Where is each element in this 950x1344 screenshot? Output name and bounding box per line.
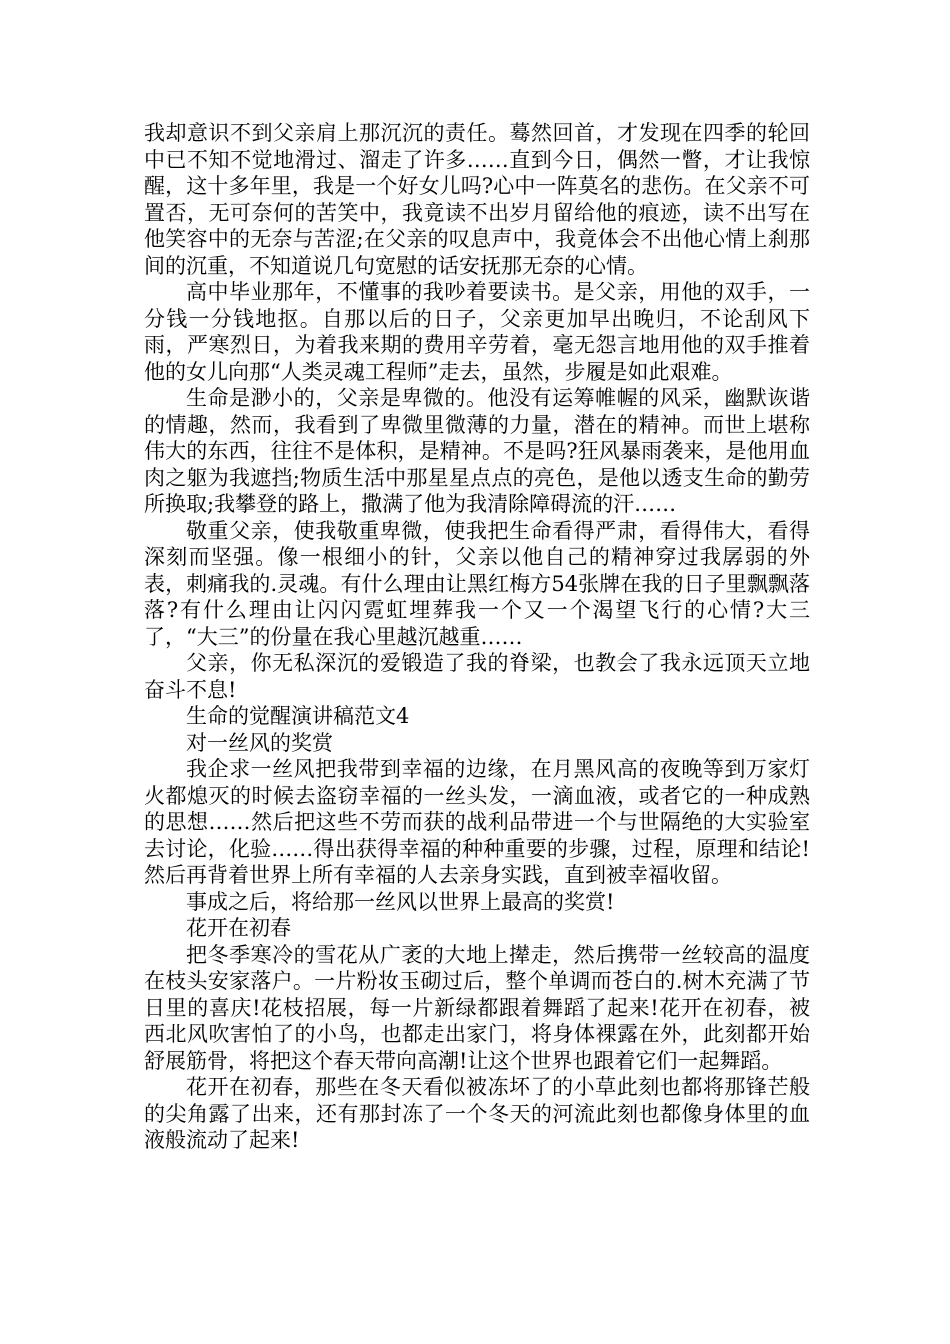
paragraph-9: 花开在初春，那些在冬天看似被冻坏了的小草此刻也都将那锋芒般的尖角露了出来，还有那封冻了一个冬天的河流此刻也都像身体里的血液般流动了起来! bbox=[144, 1075, 810, 1152]
paragraph-5: 父亲，你无私深沉的爱锻造了我的脊梁，也教会了我永远顶天立地奋斗不息! bbox=[144, 651, 810, 702]
subheading-spring-flowers: 花开在初春 bbox=[186, 916, 291, 940]
paragraph-3: 生命是渺小的，父亲是卑微的。他没有运筹帷幄的风采，幽默诙谐的情趣，然而，我看到了卑微里微薄的力量，潜在的精神。而世上堪称伟大的东西，往往不是体积，是精神。不是吗?狂风暴雨袭来，是他用血肉之躯为我遮挡;物质生活中那星星点点的亮色，是他以透支生命的勤劳所换取;我攀登的路上，撒满了他为我清除障碍流的汗…… bbox=[144, 386, 810, 516]
paragraph-6: 我企求一丝风把我带到幸福的边缘，在月黑风高的夜晚等到万家灯火都熄灭的时候去盗窃幸福的一丝头发，一滴血液，或者它的一种成熟的思想……然后把这些不劳而获的战利品带进一个与世隔绝的大实验室去讨论，化验……得出获得幸福的种种重要的步骤，过程，原理和结论!然后再背着世界上所有幸福的人去亲身实践，直到被幸福收留。 bbox=[144, 757, 810, 887]
paragraph-8: 把冬季寒冷的雪花从广袤的大地上撵走，然后携带一丝较高的温度在枝头安家落户。一片粉妆玉砌过后，整个单调而苍白的.树木充满了节日里的喜庆!花枝招展，每一片新绿都跟着舞蹈了起来!花开在初春，被西北风吹害怕了的小鸟，也都走出家门，将身体裸露在外，此刻都开始舒展筋骨，将把这个春天带向高潮!让这个世界也跟着它们一起舞蹈。 bbox=[144, 942, 810, 1073]
paragraph-1: 我却意识不到父亲肩上那沉沉的责任。蓦然回首，才发现在四季的轮回中已不知不觉地滑过、溜走了许多……直到今日，偶然一瞥，才让我惊醒，这十多年里，我是一个好女儿吗?心中一阵莫名的悲伤。在父亲不可置否，无可奈何的苦笑中，我竟读不出岁月留给他的痕迹，读不出写在他笑容中的无奈与苦涩;在父亲的叹息声中，我竟体会不出他心情上刹那间的沉重，不知道说几句宽慰的话安抚那无奈的心情。 bbox=[144, 121, 810, 278]
subheading-wind-reward: 对一丝风的奖赏 bbox=[186, 730, 333, 755]
document-body bbox=[144, 120, 810, 1154]
paragraph-7: 事成之后，将给那一丝风以世界上最高的奖赏! bbox=[186, 889, 615, 914]
paragraph-2: 高中毕业那年，不懂事的我吵着要读书。是父亲，用他的双手，一分钱一分钱地抠。自那以后的日子，父亲更加早出晚归，不论刮风下雨，严寒烈日，为着我来期的费用辛劳着，毫无怨言地用他的双手推着他的女儿向那“人类灵魂工程师”走去，虽然，步履是如此艰难。 bbox=[144, 280, 810, 384]
section-heading-speech: 生命的觉醒演讲稿范文4 bbox=[186, 704, 410, 728]
paragraph-4: 敬重父亲，使我敬重卑微，使我把生命看得严肃，看得伟大，看得深刻而坚强。像一根细小的针，父亲以他自己的精神穿过我孱弱的外表，刺痛我的.灵魂。有什么理由让黑红梅方54张牌在我的日子里飘飘落落?有什么理由让闪闪霓虹埋葬我一个又一个渴望飞行的心情?大三了，“大三”的份量在我心里越沉越重…… bbox=[144, 518, 810, 649]
